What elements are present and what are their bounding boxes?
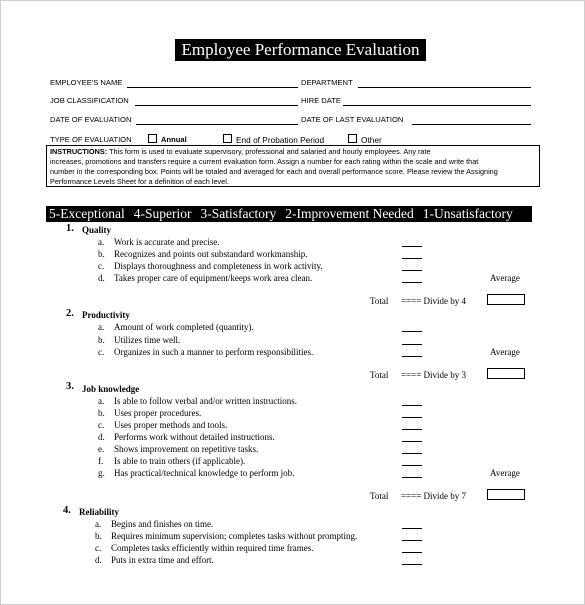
other-checkbox[interactable] — [348, 134, 357, 143]
annual-label: Annual — [161, 135, 187, 144]
score-blank[interactable] — [402, 258, 422, 259]
score-blank[interactable] — [402, 564, 422, 565]
item-letter: d. — [98, 432, 105, 442]
item-letter: a. — [98, 396, 105, 406]
item-letter: f. — [98, 456, 104, 466]
section-title-productivity: Productivity — [82, 310, 130, 320]
item-text: Requires minimum supervision; completes tasks without prompting. — [111, 531, 358, 541]
item-text: Takes proper care of equipment/keeps work area clean. — [114, 273, 313, 283]
end-of-probation-checkbox[interactable] — [223, 134, 232, 143]
item-text: Organizes in such a manner to perform responsibilities. — [114, 347, 314, 357]
item-text: Is able to follow verbal and/or written instructions. — [114, 396, 297, 406]
item-letter: c. — [98, 347, 105, 357]
score-blank[interactable] — [402, 465, 422, 466]
item-text: Completes tasks efficiently within required time frames. — [111, 543, 314, 553]
instructions-line-2: increases, promotions and transfers require a current evaluation form. Assign a number for each rating within the scale and write that — [50, 157, 479, 166]
total-label: Total — [370, 370, 389, 380]
average-label: Average — [490, 468, 520, 478]
type-of-evaluation-label: TYPE OF EVALUATION — [50, 135, 132, 144]
score-blank[interactable] — [402, 477, 422, 478]
score-blank[interactable] — [402, 453, 422, 454]
item-letter: b. — [98, 408, 105, 418]
score-blank[interactable] — [402, 441, 422, 442]
section-title-reliability: Reliability — [79, 507, 119, 517]
score-blank[interactable] — [402, 331, 422, 332]
job-classification-field[interactable] — [135, 105, 298, 106]
average-label: Average — [490, 347, 520, 357]
item-letter: d. — [95, 555, 102, 565]
score-blank[interactable] — [402, 344, 422, 345]
item-letter: b. — [98, 249, 105, 259]
score-blank[interactable] — [402, 356, 422, 357]
employee-name-label: EMPLOYEE'S NAME — [50, 78, 123, 87]
score-blank[interactable] — [402, 429, 422, 430]
total-label: Total — [370, 296, 389, 306]
item-text: Uses proper procedures. — [114, 408, 202, 418]
hire-date-field[interactable] — [343, 105, 531, 106]
date-of-evaluation-field[interactable] — [136, 124, 298, 125]
item-letter: a. — [98, 237, 105, 247]
other-label: Other — [361, 135, 382, 145]
item-text: Is able to train others (if applicable). — [114, 456, 246, 466]
scale-1: 1-Unsatisfactory — [422, 206, 513, 221]
instructions-line-4: Performance Levels Sheet for a definition of each level. — [50, 177, 229, 186]
score-blank[interactable] — [402, 246, 422, 247]
item-text: Recognizes and points out substandard workmanship. — [114, 249, 308, 259]
item-text: Amount of work completed (quantity). — [114, 322, 254, 332]
instructions-line-1: This form is used to evaluate supervisory, professional and salaried and hourly employees. Any rate — [107, 147, 431, 156]
item-text: Begins and finishes on time. — [111, 519, 214, 529]
item-text: Utilizes time well. — [114, 335, 181, 345]
instructions-box — [46, 145, 540, 187]
form-title: Employee Performance Evaluation — [175, 39, 426, 61]
item-text: Displays thoroughness and completeness in work activity. — [114, 261, 323, 271]
score-blank[interactable] — [402, 405, 422, 406]
annual-checkbox[interactable] — [148, 134, 157, 143]
divide-label: ==== Divide by 4 — [401, 296, 467, 306]
score-blank[interactable] — [402, 552, 422, 553]
item-text: Performs work without detailed instructions. — [114, 432, 275, 442]
item-letter: e. — [98, 444, 105, 454]
item-text: Work is accurate and precise. — [114, 237, 220, 247]
date-of-last-evaluation-label: DATE OF LAST EVALUATION — [301, 115, 404, 124]
item-letter: d. — [98, 273, 105, 283]
score-blank[interactable] — [402, 528, 422, 529]
department-field[interactable] — [358, 87, 531, 88]
item-text: Shows improvement on repetitive tasks. — [114, 444, 259, 454]
date-of-evaluation-label: DATE OF EVALUATION — [50, 115, 132, 124]
score-blank[interactable] — [402, 282, 422, 283]
average-box[interactable] — [487, 294, 525, 305]
section-number: 3. — [66, 381, 74, 392]
section-number: 4. — [63, 505, 71, 516]
item-letter: b. — [98, 335, 105, 345]
job-classification-label: JOB CLASSIFICATION — [50, 96, 129, 105]
employee-name-field[interactable] — [127, 87, 298, 88]
scale-3: 3-Satisfactory — [200, 206, 277, 221]
divide-label: ==== Divide by 3 — [401, 370, 467, 380]
average-box[interactable] — [487, 368, 525, 379]
item-letter: c. — [98, 261, 105, 271]
divide-label: ==== Divide by 7 — [401, 491, 467, 501]
item-text: Puts in extra time and effort. — [111, 555, 214, 565]
scale-5: 5-Exceptional — [49, 206, 125, 221]
item-letter: c. — [98, 420, 105, 430]
rating-scale-bar — [46, 206, 532, 222]
average-label: Average — [490, 273, 520, 283]
item-text: Uses proper methods and tools. — [114, 420, 228, 430]
end-of-probation-label: End of Probation Period — [236, 135, 325, 145]
score-blank[interactable] — [402, 270, 422, 271]
item-letter: g. — [98, 468, 105, 478]
section-number: 1. — [66, 223, 74, 234]
item-letter: c. — [95, 543, 102, 553]
section-number: 2. — [66, 308, 74, 319]
score-blank[interactable] — [402, 540, 422, 541]
item-letter: a. — [95, 519, 102, 529]
item-letter: b. — [95, 531, 102, 541]
date-of-last-evaluation-field[interactable] — [412, 124, 531, 125]
section-title-quality: Quality — [82, 225, 112, 235]
total-label: Total — [370, 491, 389, 501]
item-text: Has practical/technical knowledge to perform job. — [114, 468, 295, 478]
item-letter: a. — [98, 322, 105, 332]
scale-2: 2-Improvement Needed — [285, 206, 414, 221]
average-box[interactable] — [487, 489, 525, 500]
instructions-line-3: number in the corresponding box. Points will be totaled and averaged for each and overall performance score. Please review the Assigning — [50, 167, 498, 176]
hire-date-label: HIRE DATE — [301, 96, 341, 105]
instructions-label: INSTRUCTIONS: — [50, 147, 108, 156]
score-blank[interactable] — [402, 417, 422, 418]
department-label: DEPARTMENT — [301, 78, 353, 87]
section-title-job-knowledge: Job knowledge — [82, 384, 140, 394]
scale-4: 4-Superior — [133, 206, 192, 221]
